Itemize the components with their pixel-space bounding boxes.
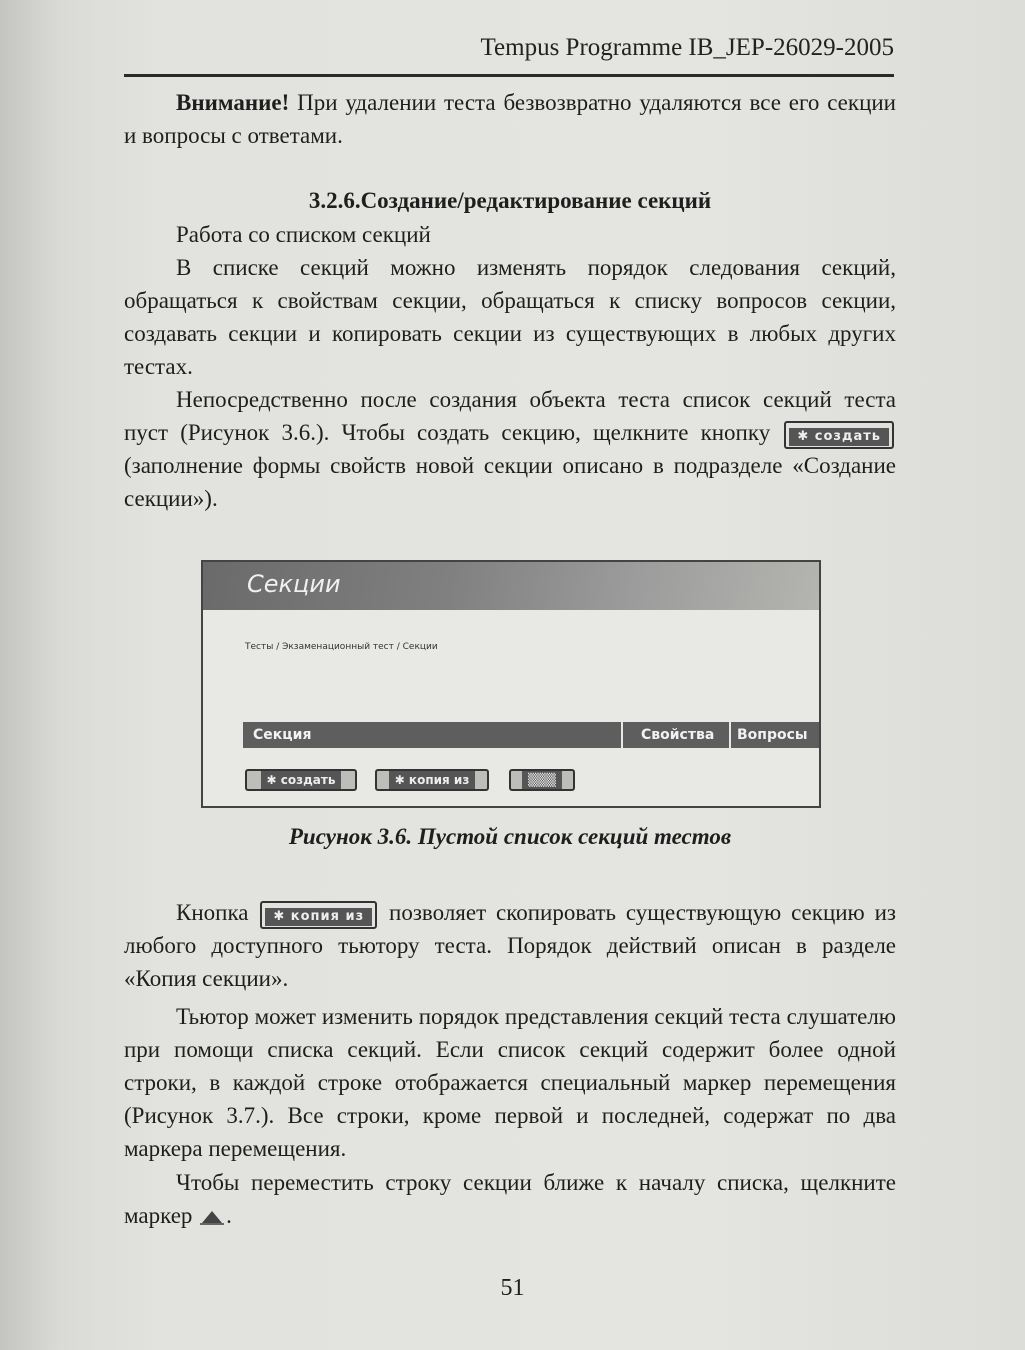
paragraph-3 — [124, 896, 896, 995]
paragraph-4: Тьютор может изменить порядок представления секций теста слушателю при помощи списка секций. Если список секций содержит более одной строки, в каждой строке отображается специальный маркер перемещения (Рисунок 3.7.). Все строки, кроме первой и последней, содержат по два маркера перемещения. — [124, 1004, 896, 1161]
warning-paragraph — [124, 86, 896, 152]
figure-caption: Рисунок 3.6. Пустой список секций тестов — [288, 824, 732, 849]
warning-text: При удалении теста безвозвратно удаляются все его секции и вопросы с ответами. — [124, 90, 896, 148]
figure-title: Секции — [247, 570, 341, 598]
move-up-marker-icon — [198, 1210, 226, 1226]
paragraph-5-end: . — [226, 1203, 232, 1228]
paragraph-3-start: Кнопка — [176, 900, 259, 925]
figure-third-button — [509, 769, 575, 791]
figure-column-section: Секция — [243, 722, 623, 748]
section-subheading: Работа со списком секций — [176, 222, 431, 247]
figure-create-button-label: ✱ создать — [261, 771, 342, 789]
copy-button-inline-label: ✱ копия из — [265, 908, 372, 926]
warning-label: Внимание! — [176, 90, 290, 115]
paragraph-2-end: (заполнение формы свойств новой секции описано в подразделе «Создание секции»). — [124, 453, 896, 511]
copy-button-inline — [260, 901, 377, 929]
paragraph-3-end: позволяет скопировать существующую секцию из любого доступного тьютору теста. Порядок действий описан в разделе «Копия секции». — [124, 900, 896, 991]
figure-column-properties: Свойства — [623, 722, 731, 748]
paragraph-2 — [124, 383, 896, 515]
header-title: Tempus Programme IB_JEP-26029-2005 — [480, 34, 894, 61]
figure-copy-button-label: ✱ копия из — [389, 771, 476, 789]
paragraph-1: В списке секций можно изменять порядок следования секций, обращаться к свойствам секции, обращаться к списку вопросов секции, создавать секции и копировать секции из существующих в любых других тестах. — [124, 255, 896, 379]
figure-banner — [203, 562, 819, 610]
create-button-inline — [784, 421, 894, 449]
figure-column-questions: Вопросы — [731, 722, 819, 748]
page-header — [124, 34, 894, 77]
paragraph-2-start: Непосредственно после создания объекта теста список секций теста пуст (Рисунок 3.6.). Чтобы создать секцию, щелкните кнопку — [124, 387, 896, 445]
paragraph-5 — [124, 1166, 896, 1232]
paragraph-5-start: Чтобы переместить строку секции ближе к началу списка, щелкните маркер — [124, 1170, 896, 1228]
section-heading: 3.2.6.Создание/редактирование секций — [308, 188, 712, 213]
figure-copy-button — [375, 769, 489, 791]
figure-third-button-label: ▒▒▒ — [522, 771, 562, 789]
create-button-inline-label: ✱ создать — [789, 428, 889, 446]
figure-table-header — [243, 722, 819, 748]
page-number: 51 — [500, 1275, 525, 1301]
figure-create-button — [245, 769, 357, 791]
figure-sections-list — [201, 560, 821, 808]
figure-breadcrumb: Тесты / Экзаменационный тест / Секции — [245, 642, 438, 652]
